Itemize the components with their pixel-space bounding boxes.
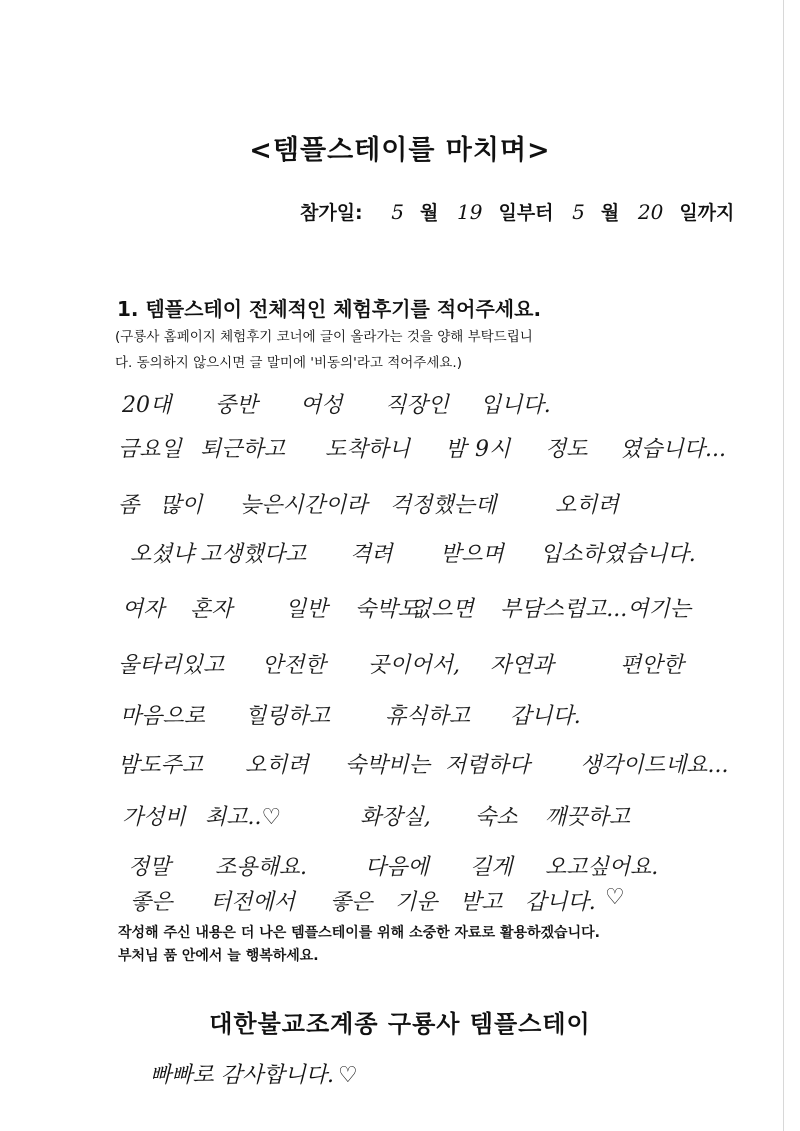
- handwritten-word: 좋은: [330, 890, 373, 915]
- handwritten-word: 20대: [122, 393, 172, 418]
- from-day: 19: [457, 200, 483, 224]
- handwritten-word: 생각이드네요...: [580, 753, 729, 778]
- handwritten-word: 9시: [475, 437, 511, 462]
- handwritten-word: 오히려: [245, 753, 309, 778]
- handwritten-word: 힐링하고: [245, 704, 331, 729]
- handwritten-word: 오고싶어요.: [545, 855, 659, 880]
- handwritten-word: 좀: [118, 493, 140, 518]
- handwritten-word: 밤도주고: [118, 753, 204, 778]
- consent-notice: [115, 324, 705, 376]
- handwritten-line: [0, 748, 800, 798]
- handwritten-word: 많이: [160, 493, 203, 518]
- footer-note: 작성해 주신 내용은 더 나은 템플스테이를 위해 소중한 자료로 활용하겠습니다.: [118, 925, 600, 941]
- handwritten-word: 입소하였습니다.: [540, 542, 696, 567]
- handwritten-word: 기운: [395, 890, 438, 915]
- handwritten-word: 금요일: [118, 437, 182, 462]
- handwritten-word: 휴식하고: [385, 704, 471, 729]
- participation-label: 참가일:: [300, 202, 363, 224]
- from-suffix: 일부터: [498, 202, 554, 224]
- handwritten-word: 숙소: [475, 805, 518, 830]
- handwritten-word: 조용해요.: [215, 855, 308, 880]
- question-1: 1. 템플스테이 전체적인 체험후기를 적어주세요.: [117, 297, 542, 321]
- handwritten-word: 곳이어서,: [368, 653, 461, 678]
- handwritten-word: 여자: [122, 597, 165, 622]
- handwritten-word: 자연과: [490, 653, 554, 678]
- handwritten-word: 여성: [300, 393, 343, 418]
- handwritten-word: 고생했다고: [200, 542, 307, 567]
- handwritten-word: 편안한: [620, 653, 684, 678]
- handwritten-line: [0, 699, 800, 749]
- to-month: 5: [572, 200, 585, 224]
- handwritten-word: 늦은시간이라: [240, 493, 368, 518]
- to-suffix: 일까지: [679, 202, 735, 224]
- handwritten-line: [0, 488, 800, 538]
- handwritten-word: 숙박비는: [345, 753, 431, 778]
- handwritten-line: [0, 592, 800, 642]
- handwritten-word: 일반: [285, 597, 328, 622]
- handwritten-word: ♡: [605, 885, 625, 910]
- handwritten-word: 걱정했는데: [390, 493, 497, 518]
- footer-blessing: 부처님 품 안에서 늘 행복하세요.: [118, 948, 319, 964]
- handwritten-word: 정말: [128, 855, 171, 880]
- handwritten-word: 오셨냐: [130, 542, 194, 567]
- handwritten-word: 중반: [215, 393, 258, 418]
- handwritten-word: 없으면: [410, 597, 474, 622]
- handwritten-word: 갑니다.: [525, 890, 596, 915]
- signoff-text: 빠빠로 감사합니다.: [150, 1063, 335, 1088]
- handwritten-word: 부담스럽고...여기는: [500, 597, 691, 622]
- handwritten-word: 입니다.: [480, 393, 551, 418]
- handwritten-word: 격려: [350, 542, 393, 567]
- handwritten-word: 직장인: [385, 393, 449, 418]
- handwritten-word: 깨끗하고: [545, 805, 631, 830]
- handwritten-word: 좋은: [130, 890, 173, 915]
- handwritten-word: 안전한: [262, 653, 326, 678]
- handwritten-word: 다음에: [365, 855, 429, 880]
- handwritten-line: [0, 537, 800, 587]
- heart-icon: ♡: [338, 1063, 358, 1088]
- handwritten-word: 도착하니: [325, 437, 411, 462]
- handwritten-word: 화장실,: [360, 805, 431, 830]
- notice-line: (구룡사 홈페이지 체험후기 코너에 글이 올라가는 것을 양해 부탁드립니: [115, 329, 533, 345]
- handwritten-line: [0, 800, 800, 850]
- handwritten-word: 마음으로: [120, 704, 206, 729]
- handwritten-word: 최고..♡: [205, 805, 282, 830]
- handwritten-word: 퇴근하고: [200, 437, 286, 462]
- signoff: [150, 1058, 358, 1089]
- handwritten-word: 터전에서: [210, 890, 296, 915]
- month-unit-1: 월: [420, 202, 439, 224]
- handwritten-word: 저렴하다: [445, 753, 531, 778]
- page-title: <템플스테이를 마치며>: [249, 135, 551, 166]
- handwritten-word: 혼자: [190, 597, 233, 622]
- notice-line: 다. 동의하지 않으시면 글 말미에 '비동의'라고 적어주세요.): [115, 355, 462, 371]
- temple-name: 대한불교조계종 구룡사 템플스테이: [209, 1010, 591, 1038]
- handwritten-word: 울타리있고: [118, 653, 225, 678]
- handwritten-word: 오히려: [555, 493, 619, 518]
- handwritten-word: 길게: [470, 855, 513, 880]
- handwritten-word: 밤: [445, 437, 467, 462]
- handwritten-word: 였습니다...: [620, 437, 726, 462]
- from-month: 5: [391, 200, 405, 224]
- to-day: 20: [637, 200, 664, 224]
- handwritten-word: 받으며: [440, 542, 504, 567]
- handwritten-word: 가성비: [122, 805, 186, 830]
- handwritten-line: [0, 432, 800, 482]
- handwritten-word: 받고: [460, 890, 503, 915]
- participation-dates: [300, 198, 734, 225]
- handwritten-word: 갑니다.: [510, 704, 581, 729]
- handwritten-line: [0, 388, 800, 438]
- handwritten-word: 정도: [545, 437, 588, 462]
- month-unit-2: 월: [600, 202, 620, 224]
- handwritten-word: 숙박도: [355, 597, 419, 622]
- handwritten-line: [0, 648, 800, 698]
